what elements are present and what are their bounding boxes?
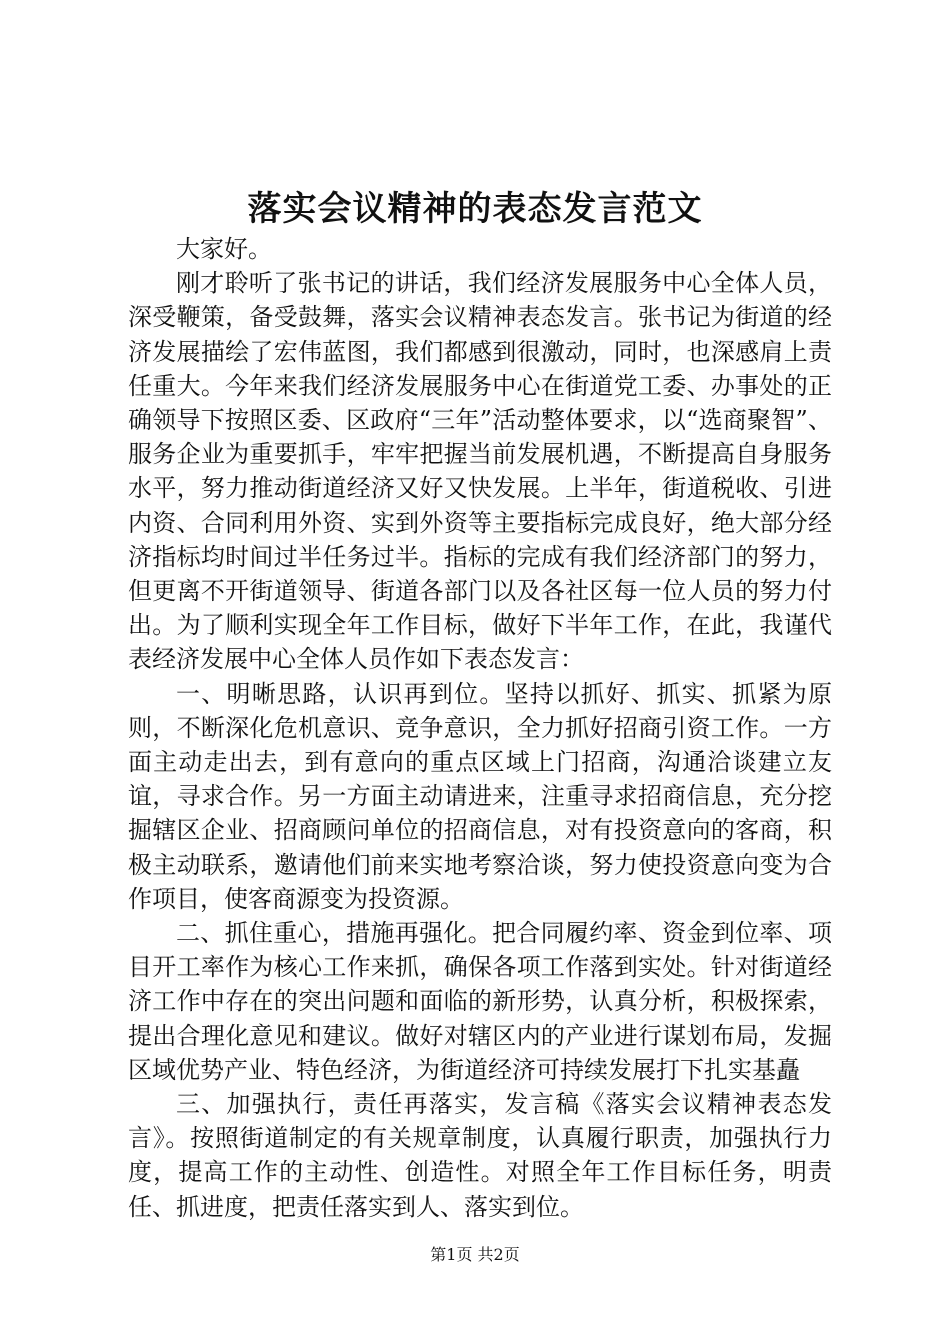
document-body <box>128 232 832 1224</box>
paragraph-point-two: 二、抓住重心，措施再强化。把合同履约率、资金到位率、项目开工率作为核心工作来抓，确保各项工作落到实处。针对街道经济工作中存在的突出问题和面临的新形势，认真分析，积极探索，提出合理化意见和建议。做好对辖区内的产业进行谋划布局，发掘区域优势产业、特色经济，为街道经济可持续发展打下扎实基矗 <box>128 919 832 1084</box>
document-title: 落实会议精神的表态发言范文 <box>247 189 703 229</box>
page-footer: 第1页 共2页 <box>430 1245 520 1264</box>
paragraph-point-three: 三、加强执行，责任再落实，发言稿《落实会议精神表态发言》。按照街道制定的有关规章制度，认真履行职责，加强执行力度，提高工作的主动性、创造性。对照全年工作目标任务，明责任、抓进度，把责任落实到人、落实到位。 <box>128 1090 832 1221</box>
paragraph-intro: 刚才聆听了张书记的讲话，我们经济发展服务中心全体人员，深受鞭策，备受鼓舞，落实会议精神表态发言。张书记为街道的经济发展描绘了宏伟蓝图，我们都感到很激动，同时，也深感肩上责任重大。今年来我们经济发展服务中心在街道党工委、办事处的正确领导下按照区委、区政府“三年”活动整体要求，以“选商聚智”、服务企业为重要抓手，牢牢把握当前发展机遇，不断提高自身服务水平，努力推动街道经济又好又快发展。上半年，街道税收、引进内资、合同利用外资、实到外资等主要指标完成良好，绝大部分经济指标均时间过半任务过半。指标的完成有我们经济部门的努力，但更离不开街道领导、街道各部门以及各社区每一位人员的努力付出。为了顺利实现全年工作目标，做好下半年工作，在此，我谨代表经济发展中心全体人员作如下表态发言： <box>128 269 832 674</box>
paragraph-point-one: 一、明晰思路，认识再到位。坚持以抓好、抓实、抓紧为原则，不断深化危机意识、竞争意识，全力抓好招商引资工作。一方面主动走出去，到有意向的重点区域上门招商，沟通洽谈建立友谊，寻求合作。另一方面主动请进来，注重寻求招商信息，充分挖掘辖区企业、招商顾问单位的招商信息，对有投资意向的客商，积极主动联系，邀请他们前来实地考察洽谈，努力使投资意向变为合作项目，使客商源变为投资源。 <box>128 679 832 913</box>
paragraph-greeting: 大家好。 <box>176 235 272 263</box>
